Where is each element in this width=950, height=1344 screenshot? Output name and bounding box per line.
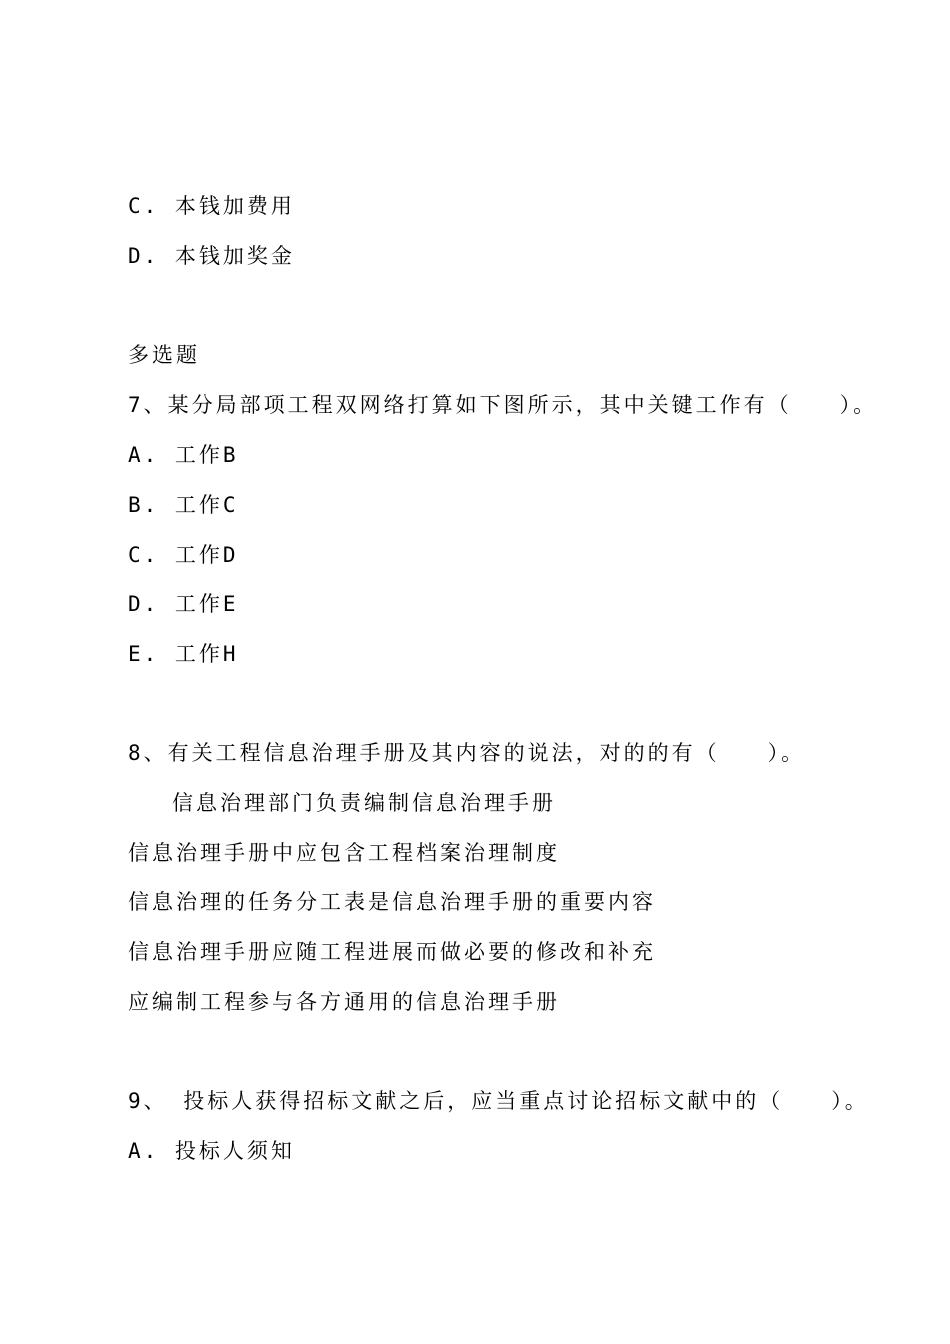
q7-question: 7、某分局部项工程双网络打算如下图所示，其中关键工作有（ ）。 [128, 393, 878, 417]
q7-option-d: D. 工作E [128, 592, 239, 616]
q8-option-4: 信息治理手册应随工程进展而做必要的修改和补充 [128, 940, 656, 964]
q9-option-a: A. 投标人须知 [128, 1139, 295, 1163]
q7-option-c: C. 工作D [128, 543, 239, 567]
q6-option-c: C. 本钱加费用 [128, 194, 295, 218]
q8-option-1: 信息治理部门负责编制信息治理手册 [172, 791, 556, 815]
q6-option-d: D. 本钱加奖金 [128, 244, 295, 268]
q8-option-5: 应编制工程参与各方通用的信息治理手册 [128, 990, 560, 1014]
q8-option-3: 信息治理的任务分工表是信息治理手册的重要内容 [128, 890, 656, 914]
q7-option-b: B. 工作C [128, 493, 239, 517]
q7-option-e: E. 工作H [128, 642, 239, 666]
q9-question: 9、 投标人获得招标文献之后，应当重点讨论招标文献中的（ ）。 [128, 1089, 869, 1113]
q7-option-a: A. 工作B [128, 443, 239, 467]
q8-question: 8、有关工程信息治理手册及其内容的说法，对的的有（ ）。 [128, 741, 806, 765]
q8-option-2: 信息治理手册中应包含工程档案治理制度 [128, 841, 560, 865]
section-heading: 多选题 [128, 343, 200, 367]
